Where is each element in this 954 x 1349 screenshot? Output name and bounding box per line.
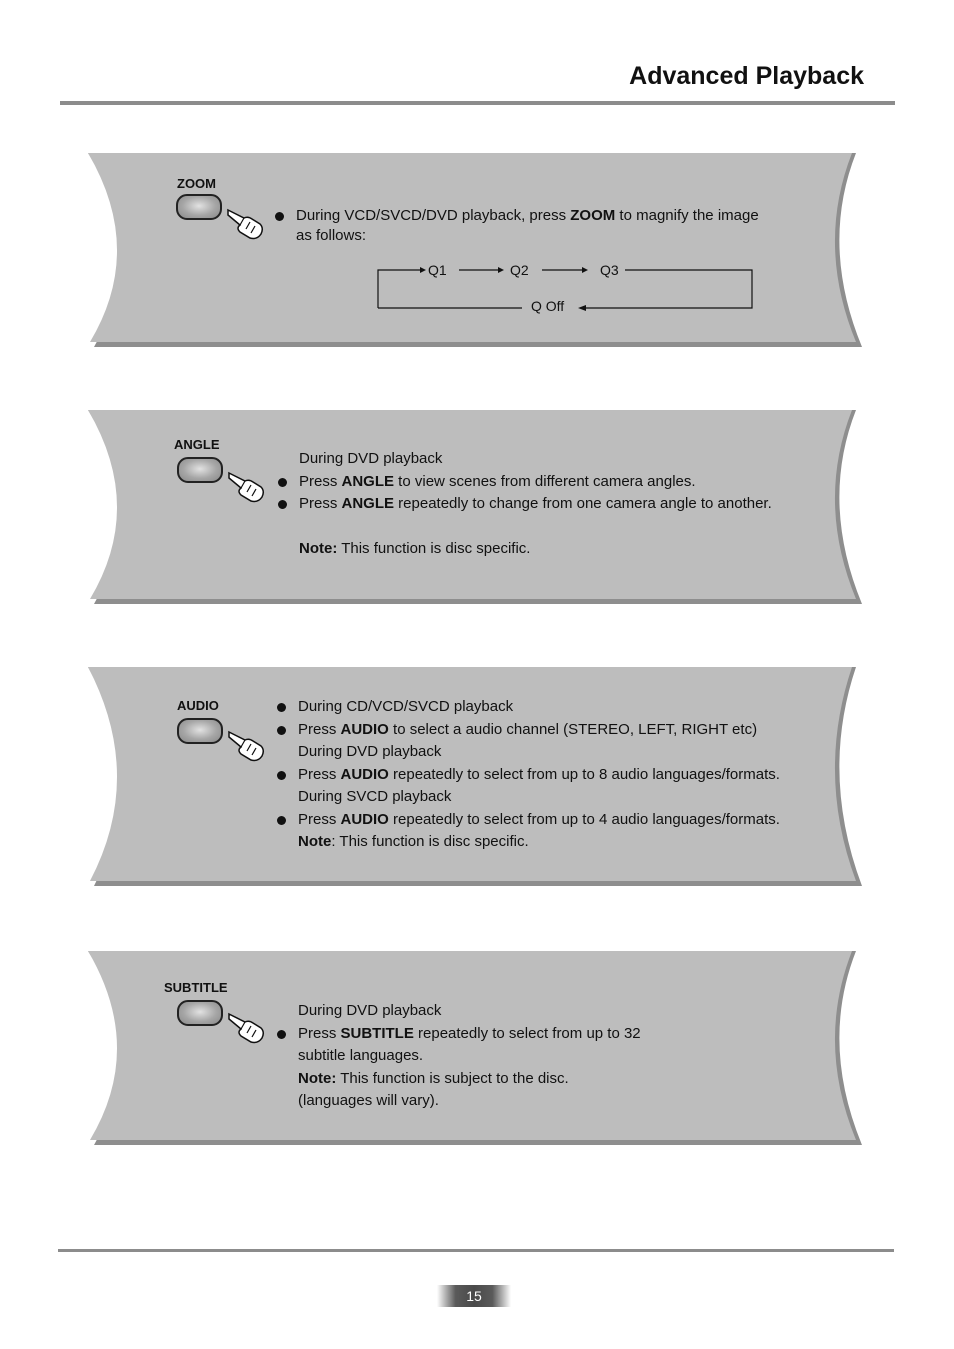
audio-button-icon: [177, 718, 223, 744]
zoom-panel: [0, 150, 954, 350]
angle-button-label: ANGLE: [174, 437, 220, 452]
audio-line-1: During CD/VCD/SVCD playback: [298, 696, 780, 719]
bullet-icon: [278, 478, 287, 487]
angle-intro: During DVD playback: [299, 450, 443, 467]
subtitle-line-1: During DVD playback: [298, 1002, 442, 1019]
audio-button-label: AUDIO: [177, 698, 219, 713]
bullet-icon: [277, 703, 286, 712]
zoom-step-q1: Q1: [428, 262, 447, 278]
subtitle-button-label: SUBTITLE: [164, 980, 228, 995]
subtitle-line-2: Press SUBTITLE repeatedly to select from up to 32: [298, 1023, 641, 1046]
bullet-icon: [277, 726, 286, 735]
pointing-hand-icon: [226, 206, 266, 242]
page-title: Advanced Playback: [629, 62, 864, 90]
bullet-icon: [275, 212, 284, 221]
angle-bullet-2: Press ANGLE repeatedly to change from one camera angle to another.: [299, 493, 772, 516]
footer-rule: [58, 1249, 894, 1252]
bullet-icon: [277, 816, 286, 825]
subtitle-line-3: subtitle languages.: [298, 1047, 424, 1064]
subtitle-button-icon: [177, 1000, 223, 1026]
audio-line-2: Press AUDIO to select a audio channel (STEREO, LEFT, RIGHT etc): [298, 719, 780, 742]
audio-text: [298, 696, 780, 854]
zoom-line-1: During VCD/SVCD/DVD playback, press ZOOM to magnify the image: [296, 205, 759, 228]
subtitle-line-5: (languages will vary).: [298, 1092, 439, 1109]
header-rule: [60, 101, 895, 105]
zoom-step-qoff: Q Off: [531, 298, 565, 314]
subtitle-text: [298, 1000, 641, 1113]
audio-note: Note: This function is disc specific.: [298, 833, 529, 850]
subtitle-panel: [0, 948, 954, 1148]
audio-line-4: Press AUDIO repeatedly to select from up to 8 audio languages/formats.: [298, 764, 780, 787]
subtitle-note: Note: This function is subject to the disc.: [298, 1069, 569, 1087]
audio-panel: [0, 664, 954, 889]
zoom-button-icon: [176, 194, 222, 220]
audio-line-5: During SVCD playback: [298, 788, 452, 805]
pointing-hand-icon: [227, 469, 267, 505]
zoom-cycle-diagram: [370, 258, 770, 318]
angle-bullet-1: Press ANGLE to view scenes from different camera angles.: [299, 471, 772, 494]
angle-button-icon: [177, 457, 223, 483]
page-number: 15: [437, 1285, 511, 1307]
audio-line-6: Press AUDIO repeatedly to select from up to 4 audio languages/formats.: [298, 809, 780, 832]
zoom-line-2: as follows:: [296, 226, 367, 244]
pointing-hand-icon: [227, 728, 267, 764]
panel-background: [0, 150, 954, 350]
zoom-step-q3: Q3: [600, 262, 619, 278]
angle-note: Note: This function is disc specific.: [299, 539, 531, 557]
bullet-icon: [277, 1030, 286, 1039]
bullet-icon: [278, 500, 287, 509]
bullet-icon: [277, 771, 286, 780]
zoom-step-q2: Q2: [510, 262, 529, 278]
angle-text: [299, 448, 772, 560]
zoom-text: [296, 205, 759, 247]
audio-line-3: During DVD playback: [298, 743, 442, 760]
angle-panel: [0, 407, 954, 607]
pointing-hand-icon: [227, 1010, 267, 1046]
zoom-button-label: ZOOM: [177, 176, 216, 191]
